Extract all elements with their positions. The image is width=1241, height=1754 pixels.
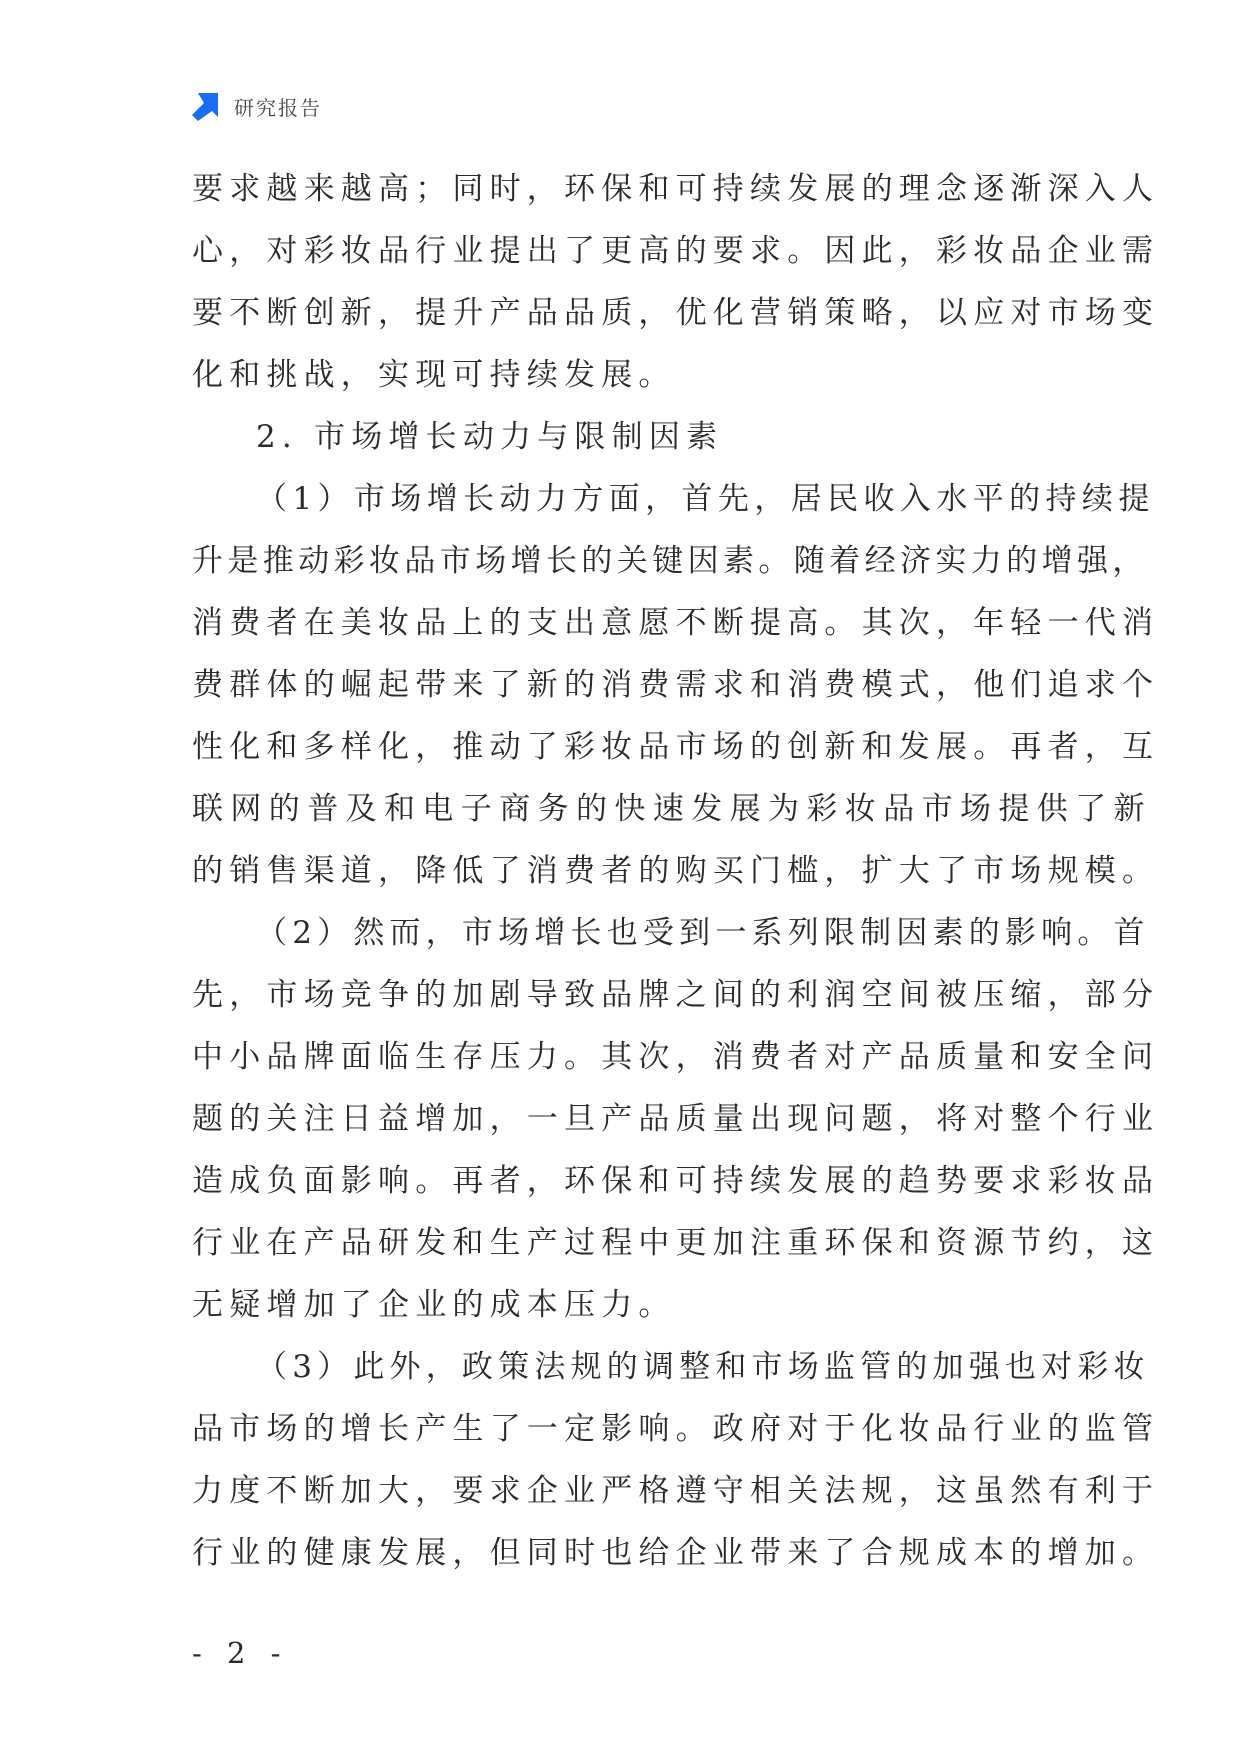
body-line: 中小品牌面临生存压力。其次，消费者对产品质量和安全问: [192, 1039, 1160, 1075]
body-line: 行业在产品研发和生产过程中更加注重环保和资源节约，这: [192, 1225, 1160, 1261]
body-line: 无疑增加了企业的成本压力。: [192, 1287, 676, 1323]
page-header: [190, 90, 322, 122]
arrow-up-right-icon: [190, 91, 220, 121]
header-title: 研究报告: [234, 95, 322, 120]
body-line: 消费者在美妆品上的支出意愿不断提高。其次，年轻一代消: [192, 605, 1160, 641]
body-line: 性化和多样化，推动了彩妆品市场的创新和发展。再者，互: [192, 729, 1160, 765]
body-line: 造成负面影响。再者，环保和可持续发展的趋势要求彩妆品: [192, 1163, 1160, 1199]
body-line: 题的关注日益增加，一旦产品质量出现问题，将对整个行业: [192, 1101, 1160, 1137]
body-line: 要不断创新，提升产品品质，优化营销策略，以应对市场变: [192, 295, 1160, 331]
body-line: 化和挑战，实现可持续发展。: [192, 357, 676, 393]
body-line: 的销售渠道，降低了消费者的购买门槛，扩大了市场规模。: [192, 853, 1160, 889]
body-line: （2）然而，市场增长也受到一系列限制因素的影响。首: [256, 915, 1150, 951]
body-line: 要求越来越高；同时，环保和可持续发展的理念逐渐深入人: [192, 171, 1160, 207]
body-line: （3）此外，政策法规的调整和市场监管的加强也对彩妆: [256, 1349, 1150, 1385]
body-line: 联网的普及和电子商务的快速发展为彩妆品市场提供了新: [192, 791, 1152, 827]
body-line: 先，市场竞争的加剧导致品牌之间的利润空间被压缩，部分: [192, 977, 1160, 1013]
body-line: 行业的健康发展，但同时也给企业带来了合规成本的增加。: [192, 1535, 1160, 1571]
body-line: （1）市场增长动力方面，首先，居民收入水平的持续提: [256, 481, 1155, 517]
section-heading: 2. 市场增长动力与限制因素: [256, 419, 724, 455]
body-line: 心，对彩妆品行业提出了更高的要求。因此，彩妆品企业需: [192, 233, 1160, 269]
document-body: [192, 158, 1160, 1584]
body-line: 力度不断加大，要求企业严格遵守相关法规，这虽然有利于: [192, 1473, 1160, 1509]
body-line: 品市场的增长产生了一定影响。政府对于化妆品行业的监管: [192, 1411, 1160, 1447]
body-line: 费群体的崛起带来了新的消费需求和消费模式，他们追求个: [192, 667, 1160, 703]
body-line: 升是推动彩妆品市场增长的关键因素。随着经济实力的增强，: [192, 543, 1148, 579]
page-number: - 2 -: [192, 1636, 289, 1670]
